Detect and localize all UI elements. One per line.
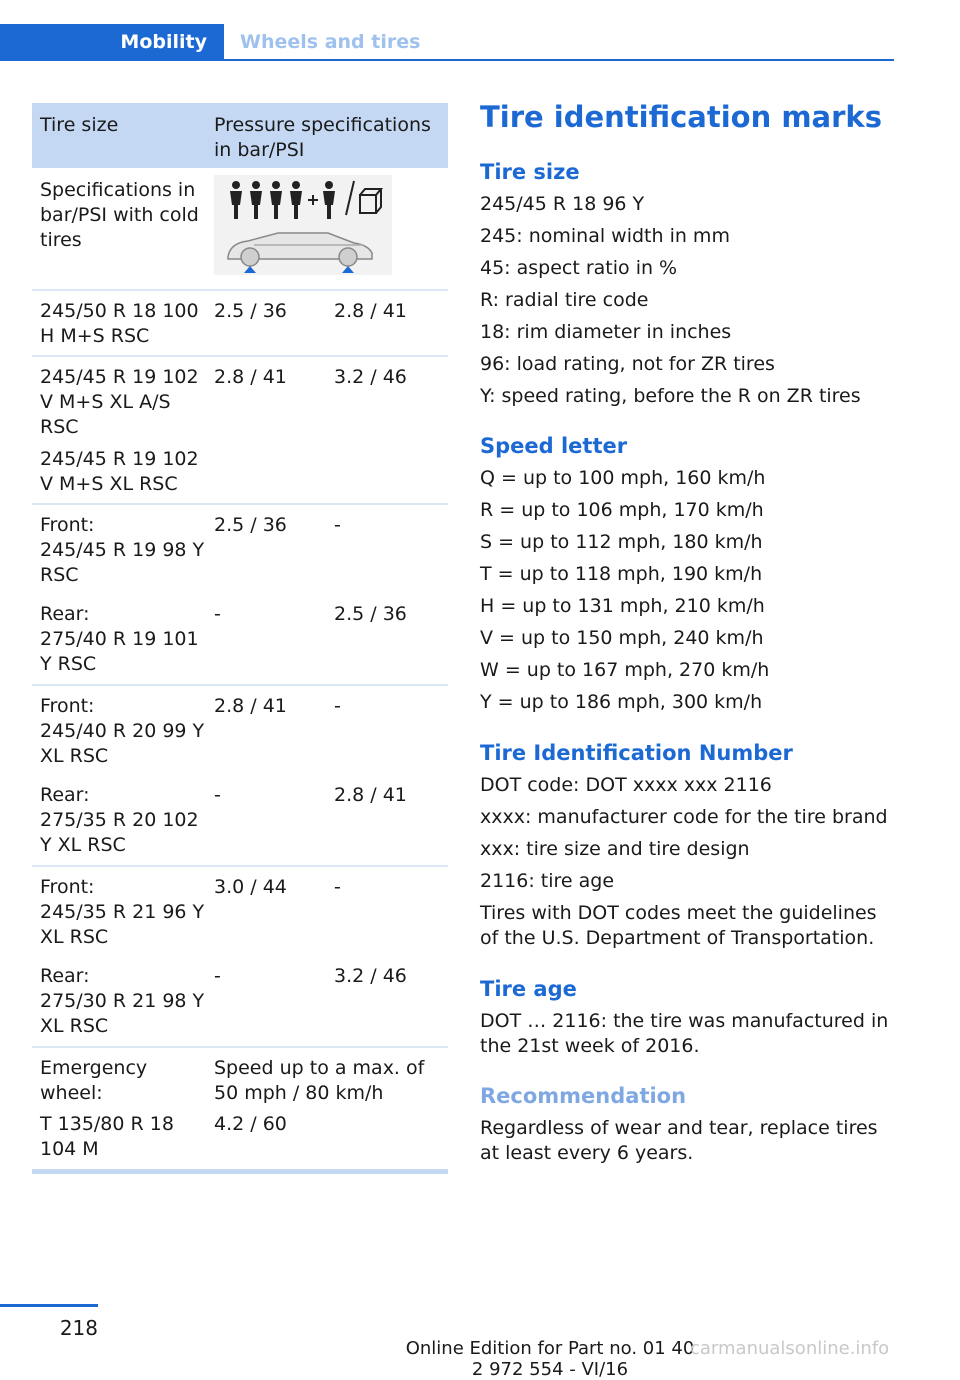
line: Q = up to 100 mph, 160 km/h — [480, 467, 766, 489]
tire-size: 245/50 R 18 100 H M+S RSC — [40, 300, 199, 347]
table-header — [32, 103, 448, 168]
heading-tin: Tire Identification Number — [480, 741, 793, 765]
watermark: carmanualsonline.info — [690, 1338, 890, 1359]
tire-size-rear: Rear: 275/30 R 21 98 Y XL RSC — [40, 965, 205, 1037]
pressure-normal: 2.8 / 41 — [214, 695, 287, 717]
line: T = up to 118 mph, 190 km/h — [480, 563, 763, 585]
line: W = up to 167 mph, 270 km/h — [480, 659, 770, 681]
header-pressure: Pressure specifications in bar/PSI — [214, 114, 431, 161]
pressure-normal: 2.8 / 41 — [214, 366, 287, 388]
table-row-emergency — [32, 1048, 448, 1169]
table-row — [32, 505, 448, 686]
pressure-full: 3.2 / 46 — [334, 965, 407, 987]
emergency-pressure: 4.2 / 60 — [214, 1113, 287, 1135]
line: Y: speed rating, before the R on ZR tires — [480, 385, 861, 407]
pressure-normal: 2.5 / 36 — [214, 514, 287, 536]
page-number: 218 — [59, 1316, 98, 1340]
pressure-full: 3.2 / 46 — [334, 366, 407, 388]
emergency-speed: Speed up to a max. of 50 mph / 80 km/h — [214, 1057, 425, 1104]
pressure-full: 2.5 / 36 — [334, 603, 407, 625]
line: xxx: tire size and tire design — [480, 838, 750, 860]
spec-label: Specifications in bar/PSI with cold tires — [40, 179, 199, 251]
table-row-spec — [32, 168, 448, 291]
line: 96: load rating, not for ZR tires — [480, 353, 775, 375]
table-row — [32, 291, 448, 357]
table-bottom-rule — [32, 1169, 448, 1174]
heading-recommendation: Recommendation — [480, 1084, 687, 1108]
section-tab — [0, 24, 224, 61]
pressure-full: - — [334, 514, 341, 536]
pressure-full: - — [334, 695, 341, 717]
pressure-normal: - — [214, 784, 221, 806]
tire-size-front: Front: 245/35 R 21 96 Y XL RSC — [40, 876, 205, 948]
pressure-normal: 3.0 / 44 — [214, 876, 287, 898]
line: DOT code: DOT xxxx xxx 2116 — [480, 774, 772, 796]
tire-size-rear: Rear: 275/40 R 19 101 Y RSC — [40, 603, 199, 675]
paragraph: DOT … 2116: the tire was manufactured in the 21st week of 2016. — [480, 1010, 889, 1057]
edition-text: Online Edition for Part no. 01 40 2 972 554 - VI/16 — [405, 1338, 695, 1380]
line: xxxx: manufacturer code for the tire brand — [480, 806, 888, 828]
tire-pressure-table — [32, 103, 448, 1174]
line: S = up to 112 mph, 180 km/h — [480, 531, 763, 553]
paragraph: Regardless of wear and tear, replace tires at least every 6 years. — [480, 1117, 878, 1164]
table-row — [32, 867, 448, 1048]
line: V = up to 150 mph, 240 km/h — [480, 627, 764, 649]
emergency-size: T 135/80 R 18 104 M — [40, 1113, 174, 1160]
tire-size-alt: 245/45 R 19 102 V M+S XL RSC — [40, 448, 199, 495]
page-header — [0, 24, 894, 62]
paragraph: Tires with DOT codes meet the guidelines of the U.S. Department of Transportation. — [480, 902, 877, 949]
line: 245: nominal width in mm — [480, 225, 730, 247]
table-row — [32, 357, 448, 505]
heading-tire-size: Tire size — [480, 160, 580, 184]
page-number-rule — [0, 1304, 98, 1307]
heading-speed-letter: Speed letter — [480, 434, 628, 458]
table-row — [32, 686, 448, 867]
emergency-label: Emergency wheel: — [40, 1057, 148, 1104]
line: 2116: tire age — [480, 870, 615, 892]
line: Y = up to 186 mph, 300 km/h — [480, 691, 763, 713]
section-label: Mobility — [120, 31, 207, 53]
pressure-normal: 2.5 / 36 — [214, 300, 287, 322]
tire-size-front: Front: 245/40 R 20 99 Y XL RSC — [40, 695, 205, 767]
section-title: Tire identification marks — [480, 100, 882, 134]
chapter-label: Wheels and tires — [240, 31, 421, 53]
pressure-full: 2.8 / 41 — [334, 784, 407, 806]
occupants-luggage-car-icon — [214, 175, 392, 275]
line: H = up to 131 mph, 210 km/h — [480, 595, 765, 617]
line: R: radial tire code — [480, 289, 649, 311]
tire-size: 245/45 R 19 102 V M+S XL A/S RSC — [40, 366, 199, 438]
pressure-full: 2.8 / 41 — [334, 300, 407, 322]
line: R = up to 106 mph, 170 km/h — [480, 499, 764, 521]
line: 18: rim diameter in inches — [480, 321, 732, 343]
pressure-normal: - — [214, 965, 221, 987]
pressure-full: - — [334, 876, 341, 898]
header-tire-size: Tire size — [40, 114, 119, 136]
heading-tire-age: Tire age — [480, 977, 577, 1001]
tire-size-rear: Rear: 275/35 R 20 102 Y XL RSC — [40, 784, 199, 856]
line: 245/45 R 18 96 Y — [480, 193, 645, 215]
tire-size-front: Front: 245/45 R 19 98 Y RSC — [40, 514, 205, 586]
pressure-normal: - — [214, 603, 221, 625]
line: 45: aspect ratio in % — [480, 257, 678, 279]
